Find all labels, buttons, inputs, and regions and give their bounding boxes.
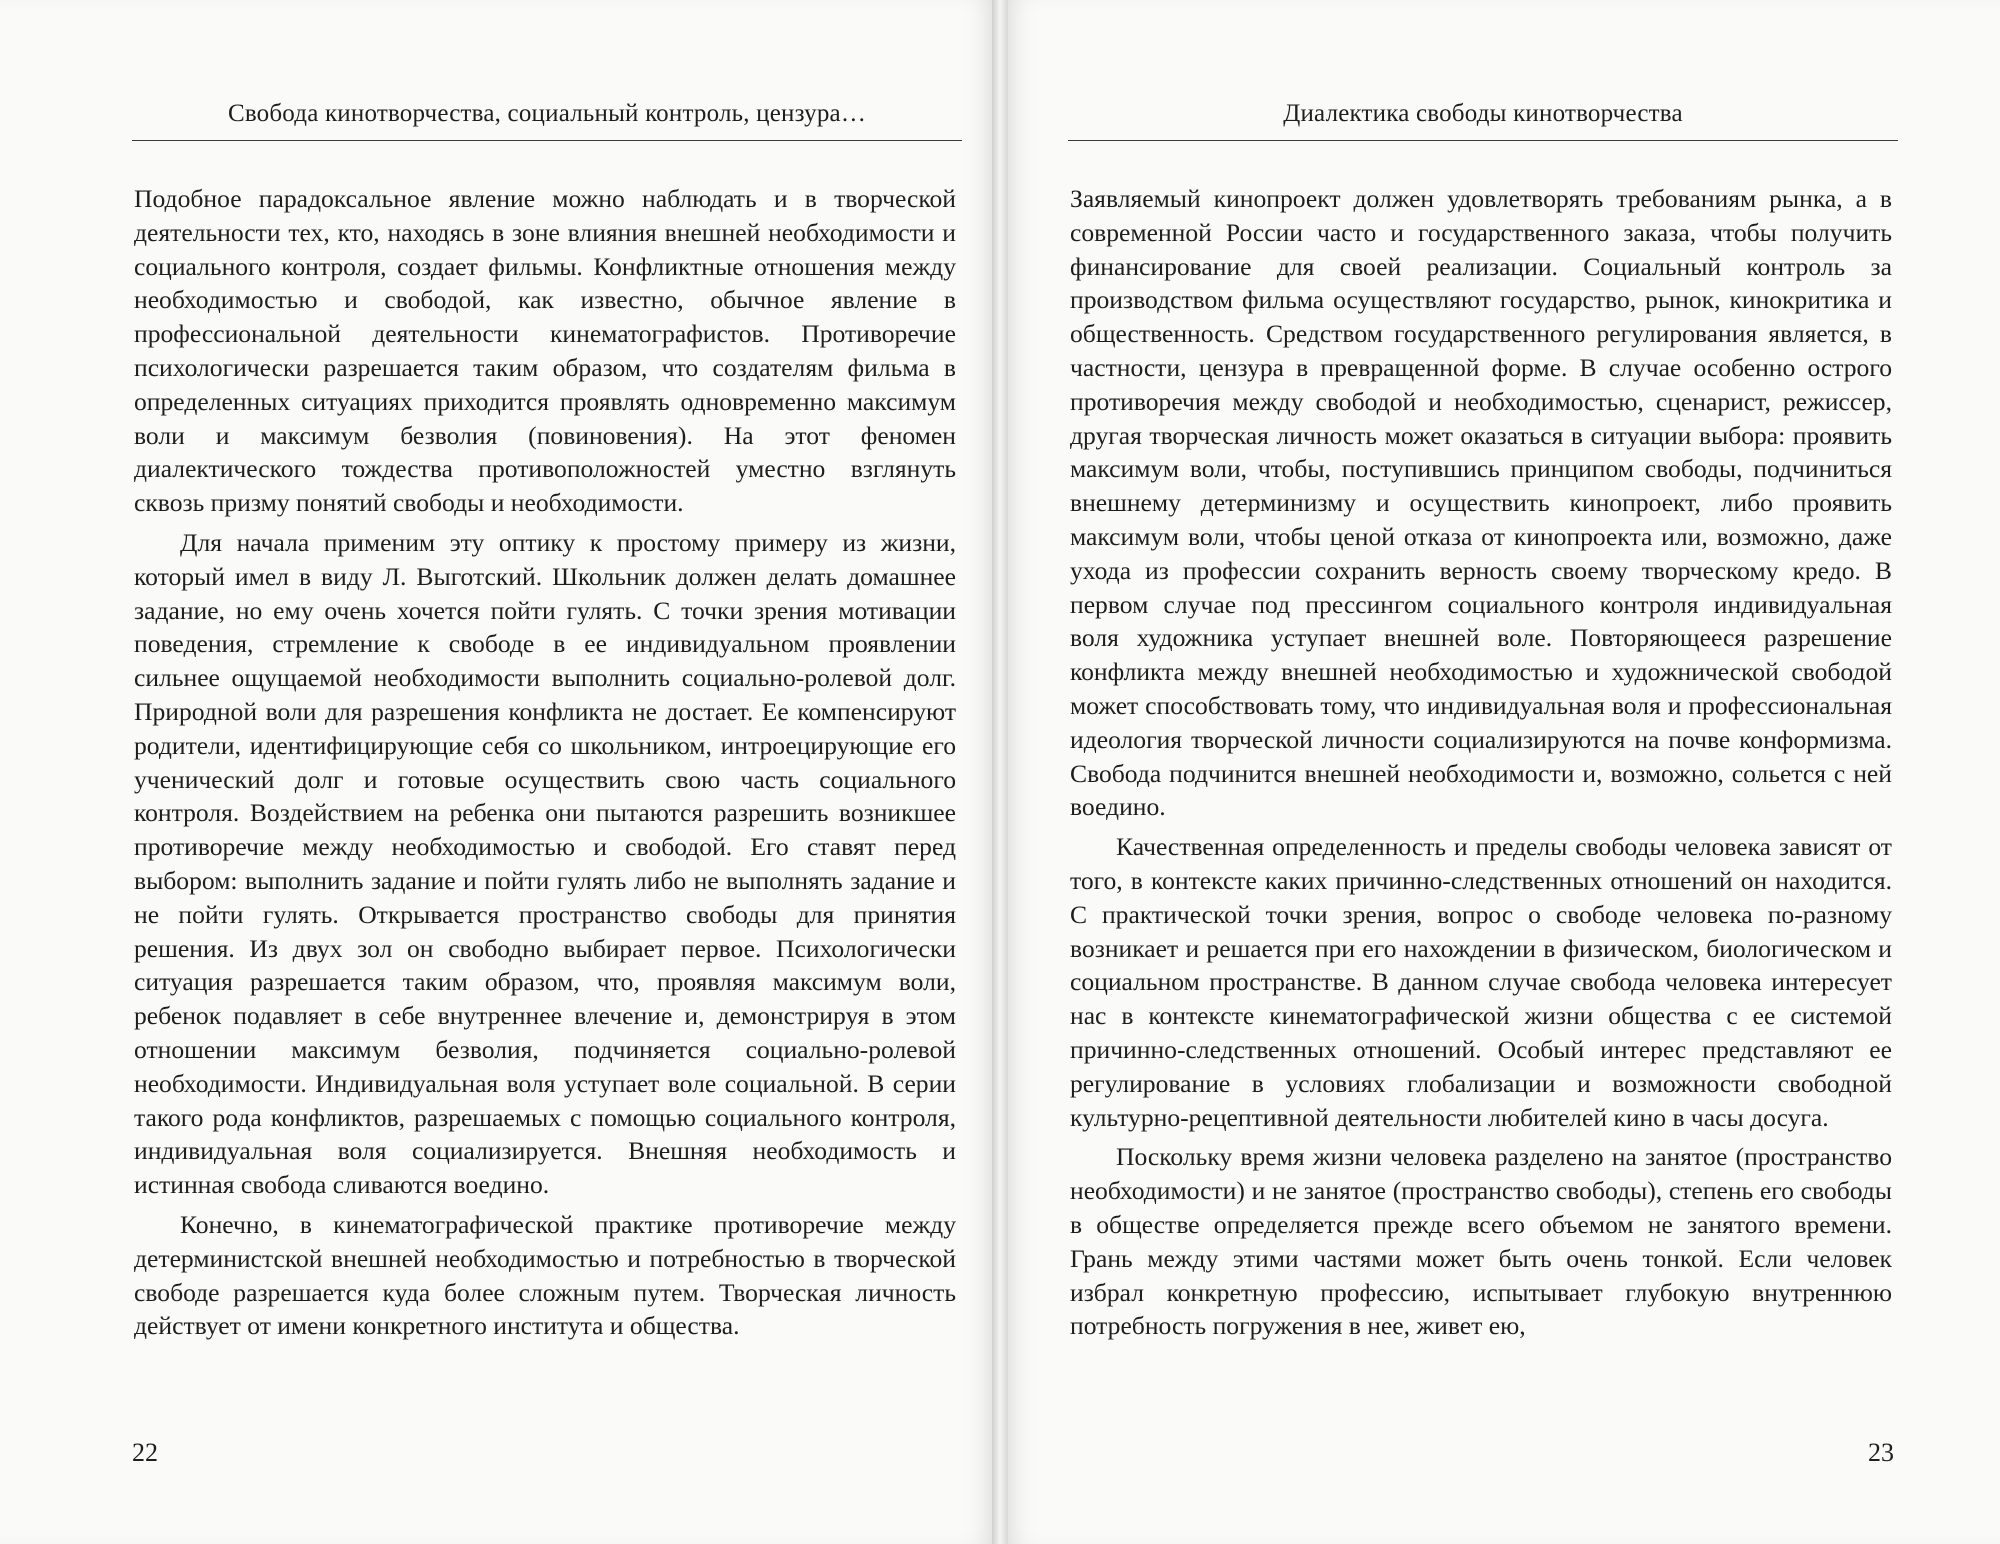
paragraph: Конечно, в кинематографической практике противоречие между детерминистской внешней необходимостью и потребностью в творческой свободе разрешается куда более сложным путем. Творческая личность действует от имени конкретного института и общества. [134,1209,956,1341]
paragraph: Подобное парадоксальное явление можно наблюдать и в творческой деятельности тех, кто, находясь в зоне влияния внешней необходимости и социального контроля, создает фильмы. Конфликтные отношения между необходимостью и свободой, как известно, обычное явление в профессиональной деятельности кинематографистов. Противоречие психологически разрешается таким образом, что создателям фильма в определенных ситуациях приходится проявлять одновременно максимум воли и максимум безволия (повиновения). На этот феномен диалектического тождества противоположностей уместно взглянуть сквозь призму понятий свободы и необходимости. [134,184,956,518]
running-head: Диалектика свободы кинотворчества [1283,100,1683,127]
right-page [1008,0,2000,1544]
body-text [1070,182,1892,1349]
body-text [134,182,956,1349]
paragraph: Поскольку время жизни человека разделено на занятое (пространство необходимости) и не занятое (пространство свободы), степень его свободы в обществе определяется прежде всего объемом не занятого времени. Грань между этими частями может быть очень тонкой. Если человек избрал конкретную профессию, испытывает глубокую внутреннюю потребность погружения в нее, живет ею, [1070,1142,1892,1341]
paragraph: Для начала применим эту оптику к простому примеру из жизни, который имел в виду Л. Выготский. Школьник должен делать домашнее задание, но ему очень хочется пойти гулять. С точки зрения мотивации поведения, стремление к свободе в ее индивидуальном проявлении сильнее ощущаемой необходимости выполнить социально-ролевой долг. Природной воли для разрешения конфликта не достает. Ее компенсируют родители, идентифицирующие себя со школьником, интроецирующие его ученический долг и готовые осуществить свою часть социального контроля. Воздействием на ребенка они пытаются разрешить возникшее противоречие между необходимостью и свободой. Его ставят перед выбором: выполнить задание и пойти гулять либо не выполнять задание и не пойти гулять. Открывается пространство свободы для принятия решения. Из двух зол он свободно выбирает первое. Психологически ситуация разрешается таким образом, что, проявляя максимум воли, ребенок подавляет в себе внутреннее влечение и, демонстрируя в этом отношении максимум безволия, подчиняется социально-ролевой необходимости. Индивидуальная воля уступает воле социальной. В серии такого рода конфликтов, разрешаемых с помощью социального контроля, индивидуальная воля социализируется. Внешняя необходимость и истинная свобода сливаются воедино. [134,527,956,1200]
page-number: 23 [1868,1438,1894,1467]
paragraph: Качественная определенность и пределы свободы человека зависят от того, в контексте каких причинно-следственных отношений он находится. С практической точки зрения, вопрос о свободе человека по-разному возникает и решается при его нахождении в физическом, биологическом и социальном пространстве. В данном случае свобода человека интересует нас в контексте кинематографической жизни общества с ее системой причинно-следственных отношений. Особый интерес представляют ее регулирование в условиях глобализации и возможности свободной культурно-рецептивной деятельности любителей кино в часы досуга. [1070,832,1892,1132]
paragraph: Заявляемый кинопроект должен удовлетворять требованиям рынка, а в современной России часто и государственного заказа, чтобы получить финансирование для своей реализации. Социальный контроль за производством фильма осуществляют государство, рынок, кинокритика и общественность. Средством государственного регулирования является, в частности, цензура в превращенной форме. В случае особенно острого противоречия между свободой и необходимостью, сценарист, режиссер, другая творческая личность может оказаться в ситуации выбора: проявить максимум воли, чтобы, поступившись принципом свободы, подчиниться внешнему детерминизму и осуществить кинопроект, либо проявить максимум воли, чтобы ценой отказа от кинопроекта или, возможно, даже ухода из профессии сохранить верность своему творческому кредо. В первом случае под прессингом социального контроля индивидуальная воля художника уступает внешней воле. Повторяющееся разрешение конфликта между внешней необходимостью и художнической свободой может способствовать тому, что индивидуальная воля и профессиональная идеология творческой личности социализируются на почве конформизма. Свобода подчинится внешней необходимости и, возможно, сольется с ней воедино. [1070,184,1892,822]
book-gutter [992,0,1008,1544]
page-number: 22 [132,1438,158,1467]
header-rule [132,140,962,141]
left-page [0,0,992,1544]
running-head: Свобода кинотворчества, социальный контроль, цензура… [227,100,867,127]
header-rule [1068,140,1898,141]
